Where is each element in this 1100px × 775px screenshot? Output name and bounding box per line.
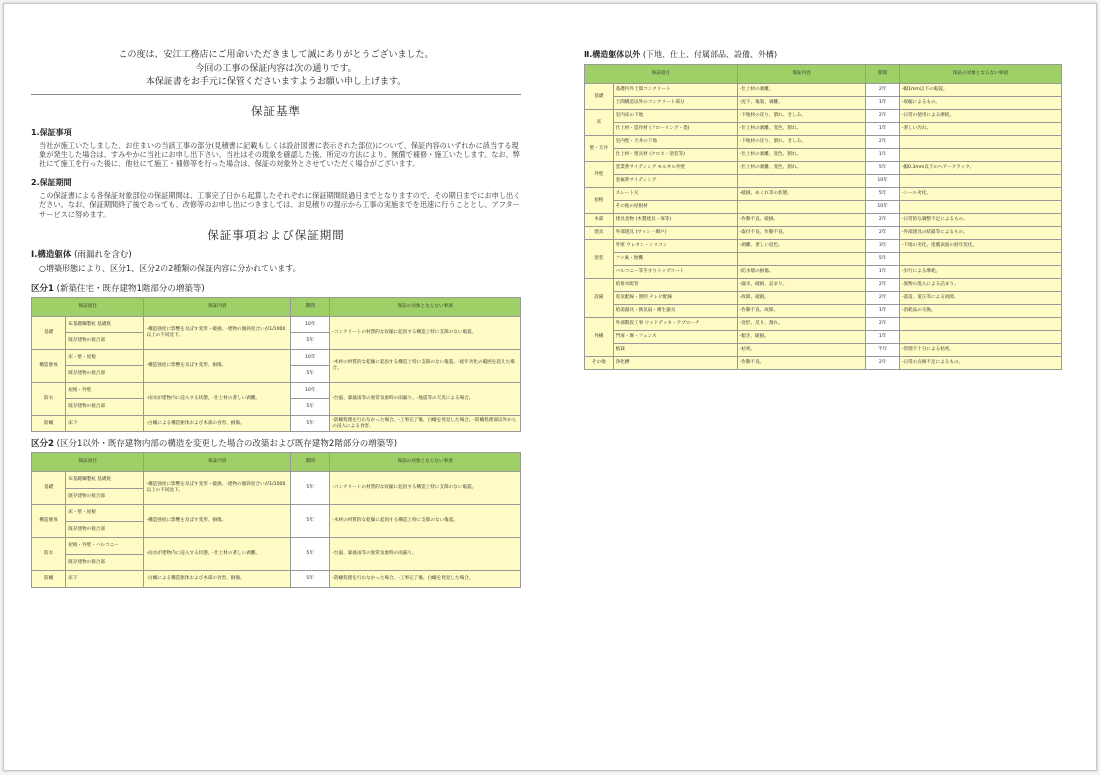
table-row xyxy=(585,240,1062,253)
period-cell: 2年 xyxy=(866,214,899,227)
group-cell: その他 xyxy=(585,357,614,370)
group-cell: 床 xyxy=(585,110,614,136)
exclude-cell: -台風、暴風雨等の異常気象時の雨漏り。 xyxy=(330,538,521,571)
item-cell: 屋根・外壁 xyxy=(66,382,144,399)
table-row xyxy=(585,305,1062,318)
content-cell: -仕上材の剥離、変色、割れ。 xyxy=(737,162,866,175)
period-cell: 2年 xyxy=(866,227,899,240)
content-cell: -雨水が建物内に浸入する状態。-仕上材の著しい剥離。 xyxy=(144,538,291,571)
content-cell: -防水層の損傷。 xyxy=(737,266,866,279)
content-cell: -構造強度に影響を及ぼす変形、損傷。 xyxy=(144,505,291,538)
table-row xyxy=(585,318,1062,331)
group-cell: 構造躯体 xyxy=(32,505,66,538)
exclude-cell: -幅0.3mm以下のヘアークラック。 xyxy=(899,162,1061,175)
col-exclude: 保証の対象とならない事項 xyxy=(330,453,521,472)
item-cell: 仕上材・造作材 (フローリング・畳) xyxy=(613,123,737,136)
item-cell: 屋根・外壁・バルコニー xyxy=(66,538,144,555)
period-cell: 2年 xyxy=(866,136,899,149)
item-cell: 門扉・塀・フェンス xyxy=(613,331,737,344)
exclude-cell xyxy=(899,149,1061,162)
col-period: 期間 xyxy=(291,297,330,316)
table-row xyxy=(32,316,521,333)
part2-title: Ⅱ.構造躯体以外 (下地、仕上、付属部品、設備、外構) xyxy=(584,50,778,59)
content-cell: -仕上材の剥離、変色、割れ。 xyxy=(737,123,866,136)
period-cell: 2年 xyxy=(866,84,899,97)
table-row xyxy=(585,149,1062,162)
item-cell: 床下 xyxy=(66,415,144,432)
k2-title: 区分2 (区分1以外・既存建物内部の構造を変更した場合の改築および既存建物2階部分の増築等) xyxy=(31,439,398,450)
table-row xyxy=(585,110,1062,123)
period-cell: 5年 xyxy=(291,505,330,538)
content-cell: -沈下、亀裂、剥離。 xyxy=(737,97,866,110)
table-category2 xyxy=(31,452,521,588)
table-row xyxy=(32,382,521,399)
item-cell: 既存建物の接合部 xyxy=(66,554,144,571)
period-cell: 1年 xyxy=(866,97,899,110)
col-exclude: 保証の対象とならない事項 xyxy=(330,297,521,316)
exclude-cell: -日常の使用による摩耗。 xyxy=(899,110,1061,123)
item-cell: 床・壁・屋根 xyxy=(66,349,144,366)
period-cell: 5年 xyxy=(866,253,899,266)
item-cell: 既存建物の接合部 xyxy=(66,488,144,505)
period-cell: 1年 xyxy=(866,331,899,344)
item-cell: 外壁 ウレタン・シリコン xyxy=(613,240,737,253)
period-cell: 5年 xyxy=(291,366,330,383)
content-cell: -破損、めくれ等の状態。 xyxy=(737,188,866,201)
content-cell: -白蟻による構造躯体および木部の食害、損傷。 xyxy=(144,571,291,588)
group-cell: 外壁 xyxy=(585,162,614,188)
content-cell xyxy=(737,175,866,188)
heading-warranty-standard: 保証基準 xyxy=(251,103,301,118)
content-cell: -作動不良、故障。 xyxy=(737,305,866,318)
content-cell: -故障、破損。 xyxy=(737,292,866,305)
item-cell: その他の屋根材 xyxy=(613,201,737,214)
group-cell: 設備 xyxy=(585,279,614,318)
item-cell: 既存建物の接合部 xyxy=(66,333,144,350)
period-cell: 1年 xyxy=(866,149,899,162)
table-row xyxy=(585,357,1062,370)
group-cell: 壁・天井 xyxy=(585,136,614,162)
divider xyxy=(31,94,521,95)
group-cell: 構造躯体 xyxy=(32,349,66,382)
table-row xyxy=(585,201,1062,214)
group-cell: 建具 xyxy=(585,227,614,240)
exclude-cell xyxy=(899,318,1061,331)
period-cell: 2年 xyxy=(866,279,899,292)
item-cell: 土間構造以外のコンクリート部分 xyxy=(613,97,737,110)
table-row xyxy=(585,331,1062,344)
content-cell: -仕上材の剥離。 xyxy=(737,84,866,97)
exclude-cell xyxy=(899,253,1061,266)
table-row xyxy=(32,349,521,366)
warranty-sheet xyxy=(3,3,1097,771)
content-cell: -構造強度に影響を及ぼす変形、損傷。 xyxy=(144,349,291,382)
exclude-cell: -歩行による摩耗。 xyxy=(899,266,1061,279)
period-cell: 10年 xyxy=(291,349,330,366)
content-cell: -構造強度に影響を及ぼす変形・破損。-建物の傾斜度合いが1/1000以上の不同沈下。 xyxy=(144,316,291,349)
col-item: 保証項目 xyxy=(585,65,738,84)
content-cell: -作動不良、破損。 xyxy=(737,214,866,227)
exclude-cell: -外部建具の結露等によるもの。 xyxy=(899,227,1061,240)
section-body: 当社が施工いたしました、お住まいの当該工事の部分(見積書に記載もしくは設計図書に表示された部位)について、保証内容のいずれかに該当する現象が発生した場合は、すみやかに当社にお申し出下さい。当社はその現象を確認した後、所定の方法により、無償で補修・施工いたします。なお、弊社にて施工を行った後に、他社にて施工・補修等を行った場合は、保証の対象外とさせていただく場合がございます。 xyxy=(39,140,520,169)
period-cell: 3年 xyxy=(866,240,899,253)
part1-title: Ⅰ.構造躯体 (雨漏れを含む) xyxy=(31,249,132,260)
table-row xyxy=(585,279,1062,292)
exclude-cell: -木材の材質的な乾燥に起因する構造上特に支障のない亀裂。 xyxy=(330,505,521,538)
table-row xyxy=(585,266,1062,279)
heading-warranty-items: 保証事項および保証期間 xyxy=(207,227,345,242)
group-cell: 塗装 xyxy=(585,240,614,279)
period-cell: 5年 xyxy=(291,472,330,505)
period-cell: 2年 xyxy=(866,357,899,370)
item-cell: 布基礎鋼製杭 基礎底 xyxy=(66,472,144,489)
period-cell: 1年 xyxy=(866,123,899,136)
group-cell: 基礎 xyxy=(32,316,66,349)
period-cell: 10年 xyxy=(866,201,899,214)
table-row xyxy=(585,253,1062,266)
group-cell: 屋根 xyxy=(585,188,614,214)
col-item: 保証項目 xyxy=(32,297,144,316)
table-row xyxy=(585,175,1062,188)
section-body: この保証書による各保証対象部位の保証期間は、工事完了日から起算したそれぞれに保証期間経過日までとなりますので、その期日までにお申し出ください。なお、保証期間終了後であっても、改修等のお申し出につきましては、お見積りの提示から工事の実施までを迅速に行うこととし、アフターサービスに努めます。 xyxy=(39,190,521,219)
period-cell: 10年 xyxy=(291,382,330,399)
period-cell: 5年 xyxy=(291,571,330,588)
exclude-cell: -防蟻処理を行わなかった場合。-工事完了後、白蟻を発見した場合。 xyxy=(330,571,521,588)
item-cell: 仕上材・建具材 (クロス・塗装等) xyxy=(613,149,737,162)
exclude-cell: -防蟻処理を行わなかった場合。-工事完了後、白蟻を発見した場合。-防蟻処理部以外からの浸入による食害。 xyxy=(330,415,521,432)
period-cell: 5年 xyxy=(866,162,899,175)
content-cell: -雨水が建物内に浸入する状態。-仕上材の著しい剥離。 xyxy=(144,382,291,415)
item-cell: 金属系サイディング xyxy=(613,175,737,188)
item-cell: 外部階段工事 ウッドデッキ・アプローチ xyxy=(613,318,737,331)
item-cell: 外部建具 (サッシ・網戸) xyxy=(613,227,737,240)
period-cell: 10年 xyxy=(291,316,330,333)
period-cell: 1年 xyxy=(866,266,899,279)
exclude-cell: -台風、暴風雨等の異常気象時の雨漏り。-地震等の天災による場合。 xyxy=(330,382,521,415)
group-cell: 防水 xyxy=(32,538,66,571)
item-cell: 室内床の下地 xyxy=(613,110,737,123)
exclude-cell: -著しい汚れ。 xyxy=(899,123,1061,136)
item-cell: 室内壁・天井の下地 xyxy=(613,136,737,149)
table-row xyxy=(32,571,521,588)
item-cell: 既存建物の接合部 xyxy=(66,521,144,538)
table-row xyxy=(585,123,1062,136)
left-column xyxy=(31,49,521,588)
content-cell: -漏水、破損、詰まり。 xyxy=(737,279,866,292)
item-cell: 床下 xyxy=(66,571,144,588)
table-row xyxy=(585,292,1062,305)
section-title: 1.保証事項 xyxy=(31,127,72,137)
table-non-structural xyxy=(584,64,1062,370)
item-cell: 浄化槽 xyxy=(613,357,737,370)
content-cell: -下地材の反り、割れ、きしみ。 xyxy=(737,110,866,123)
group-cell: 基礎 xyxy=(585,84,614,110)
content-cell: -白蟻による構造躯体および木部の食害、損傷。 xyxy=(144,415,291,432)
item-cell: 床・壁・屋根 xyxy=(66,505,144,522)
table-row xyxy=(32,415,521,432)
intro-line: この度は、安江工務店にご用命いただきまして誠にありがとうございました。 xyxy=(118,50,434,60)
exclude-cell xyxy=(899,175,1061,188)
table-row xyxy=(585,227,1062,240)
exclude-cell: -収縮によるもの。 xyxy=(899,97,1061,110)
period-cell: 10年 xyxy=(866,175,899,188)
section-title: 2.保証期間 xyxy=(31,177,72,187)
item-cell: 布基礎鋼製杭 基礎底 xyxy=(66,316,144,333)
exclude-cell: -幅1mm以下の亀裂。 xyxy=(899,84,1061,97)
item-cell: 植栽 xyxy=(613,344,737,357)
right-column xyxy=(584,49,1062,370)
exclude-cell: -異物の混入による詰まり。 xyxy=(899,279,1061,292)
item-cell: 建具金物 (木製建具・扉等) xyxy=(613,214,737,227)
group-cell: 防蟻 xyxy=(32,571,66,588)
content-cell: -作動不良。 xyxy=(737,357,866,370)
period-cell: 1年 xyxy=(866,305,899,318)
group-cell: 防水 xyxy=(32,382,66,415)
group-cell: 木部 xyxy=(585,214,614,227)
table-row xyxy=(32,472,521,489)
item-cell: 電気配線・照明 テレビ配線 xyxy=(613,292,737,305)
period-cell: 2年 xyxy=(866,318,899,331)
group-cell: 外構 xyxy=(585,318,614,357)
col-content: 保証内容 xyxy=(737,65,866,84)
content-cell: -取付不良、作動不良。 xyxy=(737,227,866,240)
content-cell: -枯死。 xyxy=(737,344,866,357)
exclude-cell: -日常の点検不足によるもの。 xyxy=(899,357,1061,370)
content-cell: -変形、反り、割れ。 xyxy=(737,318,866,331)
exclude-cell xyxy=(899,201,1061,214)
content-cell: -剥離、著しい退色。 xyxy=(737,240,866,253)
col-exclude: 保証の対象とならない事項 xyxy=(899,65,1061,84)
exclude-cell: -消耗品の交換。 xyxy=(899,305,1061,318)
col-content: 保証内容 xyxy=(144,297,291,316)
part1-desc: ○増築形態により、区分1、区分2の2種類の保証内容に分かれています。 xyxy=(39,263,301,273)
period-cell: 5年 xyxy=(291,415,330,432)
item-cell: 基礎内外土間コンクリート xyxy=(613,84,737,97)
item-cell: スレート瓦 xyxy=(613,188,737,201)
content-cell xyxy=(737,201,866,214)
item-cell: 窯業系サイディング モルタル外壁 xyxy=(613,162,737,175)
content-cell: -構造強度に影響を及ぼす変形・破損。-建物の傾斜度合いが1/1000以上の不同沈下。 xyxy=(144,472,291,505)
item-cell: バルコニー等手すりトップコート xyxy=(613,266,737,279)
period-cell: 5年 xyxy=(291,538,330,571)
table-row xyxy=(585,84,1062,97)
exclude-cell: -管理不十分による枯死。 xyxy=(899,344,1061,357)
table-row xyxy=(585,162,1062,175)
col-period: 期間 xyxy=(291,453,330,472)
table-row xyxy=(585,188,1062,201)
k1-title: 区分1 (新築住宅・既存建物1階部分の増築等) xyxy=(31,283,205,294)
intro-line: 今回の工事の保証内容は次の通りです。 xyxy=(195,63,357,74)
exclude-cell xyxy=(899,331,1061,344)
exclude-cell xyxy=(899,136,1061,149)
period-cell: 5年 xyxy=(866,188,899,201)
table-category1 xyxy=(31,297,521,433)
table-row xyxy=(585,214,1062,227)
col-item: 保証項目 xyxy=(32,453,144,472)
exclude-cell: -日常的な調整不足によるもの。 xyxy=(899,214,1061,227)
intro-text xyxy=(31,49,521,90)
period-cell: 2年 xyxy=(866,110,899,123)
content-cell: -傾き、破損。 xyxy=(737,331,866,344)
exclude-cell: -コンクリートの材質的な収縮に起因する構造上特に支障のない亀裂。 xyxy=(330,472,521,505)
table-row xyxy=(585,97,1062,110)
exclude-cell: -下地の劣化、塗膜表面の経年変化。 xyxy=(899,240,1061,253)
exclude-cell: -落雷、電圧等による故障。 xyxy=(899,292,1061,305)
col-period: 期間 xyxy=(866,65,899,84)
period-cell: 5年 xyxy=(291,333,330,350)
group-cell: 基礎 xyxy=(32,472,66,505)
exclude-cell: -木材の材質的な乾燥に起因する構造上特に支障のない亀裂。-経年劣化の範囲を超えた場合。 xyxy=(330,349,521,382)
item-cell: 給排水配管 xyxy=(613,279,737,292)
table-row xyxy=(32,538,521,555)
col-content: 保証内容 xyxy=(144,453,291,472)
item-cell: フッ素・無機 xyxy=(613,253,737,266)
exclude-cell: -シール劣化。 xyxy=(899,188,1061,201)
period-cell: 2年 xyxy=(866,292,899,305)
exclude-cell: -コンクリートの材質的な収縮に起因する構造上特に支障のない亀裂。 xyxy=(330,316,521,349)
content-cell: -仕上材の剥離、変色、割れ。 xyxy=(737,149,866,162)
item-cell: 既存建物の接合部 xyxy=(66,399,144,416)
period-cell: 半年 xyxy=(866,344,899,357)
table-row xyxy=(32,505,521,522)
table-row xyxy=(585,344,1062,357)
table-row xyxy=(585,136,1062,149)
intro-line: 本保証書をお手元に保管くださいますようお願い申し上げます。 xyxy=(145,77,407,87)
item-cell: 給湯器具・換気扇・衛生器具 xyxy=(613,305,737,318)
content-cell xyxy=(737,253,866,266)
item-cell: 既存建物の接合部 xyxy=(66,366,144,383)
group-cell: 防蟻 xyxy=(32,415,66,432)
period-cell: 5年 xyxy=(291,399,330,416)
content-cell: -下地材の反り、割れ、きしみ。 xyxy=(737,136,866,149)
